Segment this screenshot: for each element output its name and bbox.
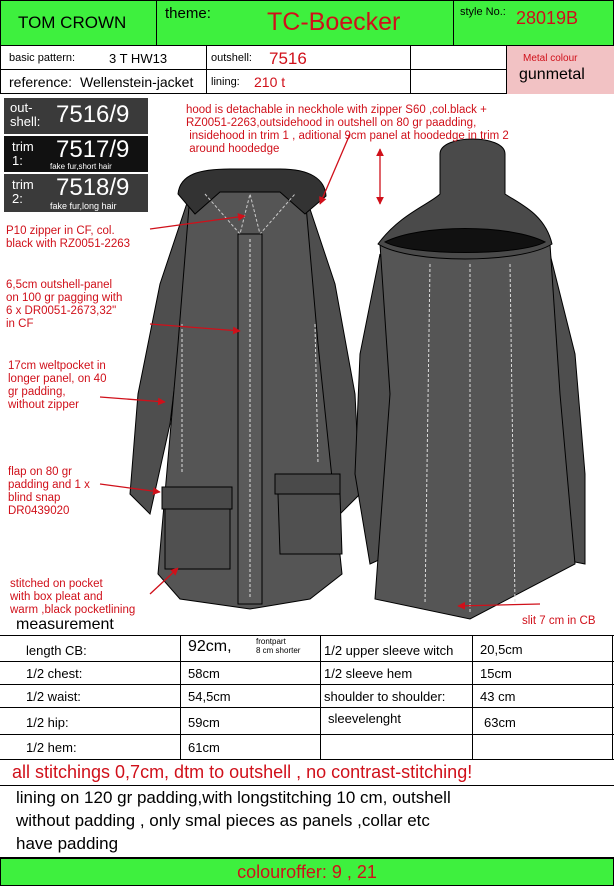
measure-row — [0, 685, 614, 708]
measure-value: 54,5cm — [188, 689, 231, 704]
measure-value: 43 cm — [480, 689, 516, 704]
style-label: style No.: — [460, 6, 506, 18]
measure-value: 61cm — [188, 740, 220, 755]
lining-label: lining: — [211, 76, 240, 88]
note-flap: flap on 80 gr padding and 1 x blind snap DR0439020 — [8, 466, 90, 517]
measure-row — [0, 708, 614, 735]
measure-label: 1/2 hem: — [26, 740, 77, 755]
metal-colour-label: Metal colour — [523, 53, 578, 64]
material-trim2-code: 7518/9 — [56, 174, 130, 201]
reference-label: reference: — [9, 74, 73, 90]
measure-label: 1/2 sleeve hem — [324, 666, 413, 681]
style-cell — [454, 0, 614, 46]
basic-pattern-label: basic pattern: — [9, 52, 76, 64]
lining-cell — [207, 70, 411, 94]
front-left-pocket — [165, 509, 230, 569]
theme-value: TC-Boecker — [267, 8, 401, 36]
note-hood: hood is detachable in neckhole with zipper S60 ,col.black + RZ0051-2263,outsidehood in outshell on 80 gr paadding, insidehood in trim 1 , aditional 9cm panel at hoodedge in trim 2 around hoodedge — [186, 104, 509, 155]
measure-value: 59cm — [188, 715, 220, 730]
front-left-flap — [162, 487, 232, 509]
frontpart-note: frontpart 8 cm shorter — [256, 637, 301, 655]
reference-value: Wellenstein-jacket — [80, 74, 194, 90]
measure-row — [0, 636, 614, 662]
theme-label: theme: — [165, 5, 211, 22]
measurement-table — [0, 635, 614, 759]
material-trim1-label: trim 1: — [12, 139, 34, 168]
lining-value: 210 t — [254, 74, 286, 90]
measure-label: 1/2 waist: — [26, 689, 81, 704]
note-zipper: P10 zipper in CF, col. black with RZ0051-2263 — [6, 225, 131, 250]
style-number: 28019B — [516, 8, 579, 28]
basic-pattern-value: 3 T HW13 — [109, 51, 168, 66]
lining-note-box — [0, 786, 614, 858]
material-trim1-code: 7517/9 — [56, 136, 130, 163]
colouroffer-bar — [0, 858, 614, 886]
note-pocket: stitched on pocket with box pleat and warm ,black pocketlining — [10, 578, 136, 616]
measure-label: 1/2 hip: — [26, 715, 69, 730]
lining-note-line3: have padding — [16, 834, 119, 853]
empty-cell-bottom — [411, 70, 507, 94]
measure-value: 20,5cm — [480, 642, 523, 657]
metal-colour-cell — [507, 46, 614, 94]
metal-colour-value: gunmetal — [519, 66, 585, 83]
material-outshell-label: out- shell: — [10, 100, 41, 129]
back-body — [375, 244, 575, 619]
material-trim2-sub: fake fur,long hair — [50, 201, 117, 211]
note-panel: 6,5cm outshell-panel on 100 gr pagging with 6 x DR0051-2673,32" in CF — [6, 279, 123, 330]
empty-cell-top — [411, 46, 507, 70]
back-view — [355, 139, 585, 619]
stitching-note-box — [0, 759, 614, 786]
colouroffer: colouroffer: 9 , 21 — [237, 862, 377, 882]
outshell-cell — [207, 46, 411, 70]
material-trim1-sub: fake fur,short hair — [50, 162, 112, 171]
measure-label: length CB: — [26, 643, 87, 658]
outshell-value: 7516 — [269, 49, 307, 68]
measure-row — [0, 662, 614, 685]
lining-note-line1: lining on 120 gr padding,with longstitching 10 cm, outshell — [16, 788, 451, 807]
theme-cell — [157, 0, 454, 46]
note-weltpocket: 17cm weltpocket in longer panel, on 40 gr padding, without zipper — [8, 360, 107, 411]
measure-label: 1/2 chest: — [26, 666, 83, 681]
outshell-label: outshell: — [211, 52, 252, 64]
note-slit: slit 7 cm in CB — [522, 615, 596, 627]
brand-name: TOM CROWN — [18, 13, 127, 32]
brand-cell — [0, 0, 157, 46]
front-right-flap — [275, 474, 340, 494]
measure-label: sleevelenght — [328, 711, 401, 726]
stitching-note: all stitchings 0,7cm, dtm to outshell , no contrast-stitching! — [12, 762, 473, 782]
measure-value: 58cm — [188, 666, 220, 681]
material-trim2-label: trim 2: — [12, 177, 34, 206]
measure-value: 92cm, — [188, 638, 232, 655]
info-table — [0, 46, 614, 94]
front-view — [130, 169, 360, 609]
measure-value: 63cm — [484, 715, 516, 730]
material-outshell-code: 7516/9 — [56, 101, 130, 128]
lining-note-line2: without padding , only smal pieces as panels ,collar etc — [16, 811, 430, 830]
measure-value: 15cm — [480, 666, 512, 681]
measure-label: 1/2 upper sleeve witch — [324, 643, 454, 658]
front-right-pocket — [278, 494, 342, 554]
measure-label: shoulder to shoulder: — [324, 689, 446, 704]
reference-cell — [1, 70, 207, 94]
measurement-title: measurement — [16, 616, 114, 633]
basic-pattern-cell — [1, 46, 207, 70]
measure-row — [0, 735, 614, 760]
